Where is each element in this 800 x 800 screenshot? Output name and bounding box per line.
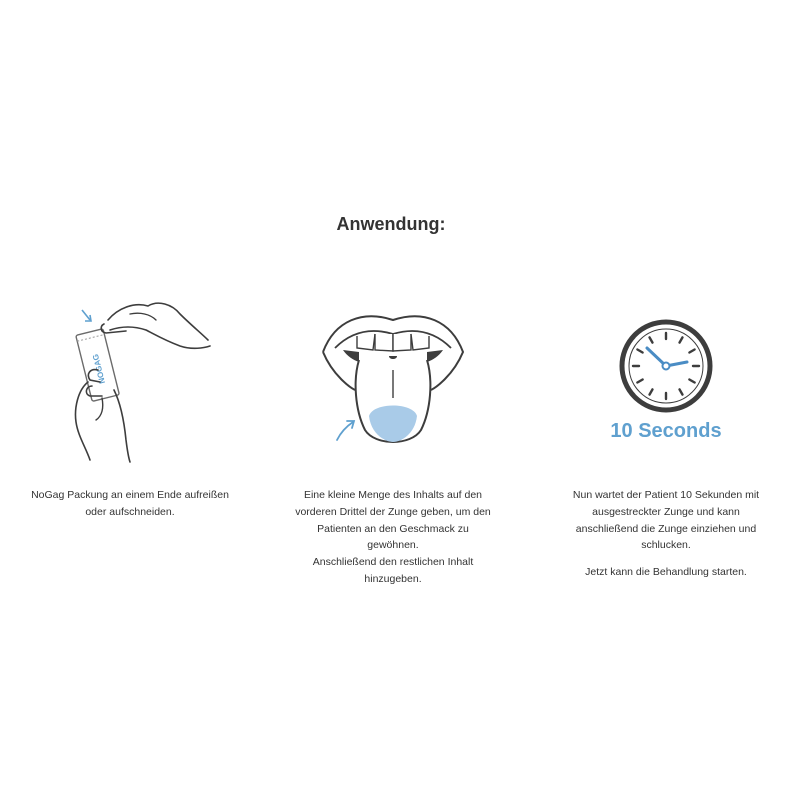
treatment-start-note: Jetzt kann die Behandlung starten. [585, 566, 747, 579]
step-description: Nun wartet der Patient 10 Sekunden mit ausgestreckter Zunge und kann anschließend die Zunge einziehen und schlucken. Jetzt kann die Behandlung starten. [546, 487, 786, 581]
step-description: Eine kleine Menge des Inhalts auf den vorderen Drittel der Zunge geben, um den Patienten an den Geschmack zu gewöhnen. Anschließend den restlichen Inhalt hinzugeben. [295, 489, 491, 585]
ten-seconds-caption: 10 Seconds [610, 420, 722, 442]
clock-icon [622, 322, 710, 410]
sachet-opening-hands-icon [10, 290, 250, 470]
clock-illustration [546, 290, 786, 470]
step-description: NoGag Packung an einem Ende aufreißen oder aufschneiden. [31, 489, 229, 518]
open-mouth-tongue-icon [273, 290, 513, 470]
page-heading: Anwendung: [336, 214, 446, 234]
package-label: NOGAG [90, 353, 108, 385]
